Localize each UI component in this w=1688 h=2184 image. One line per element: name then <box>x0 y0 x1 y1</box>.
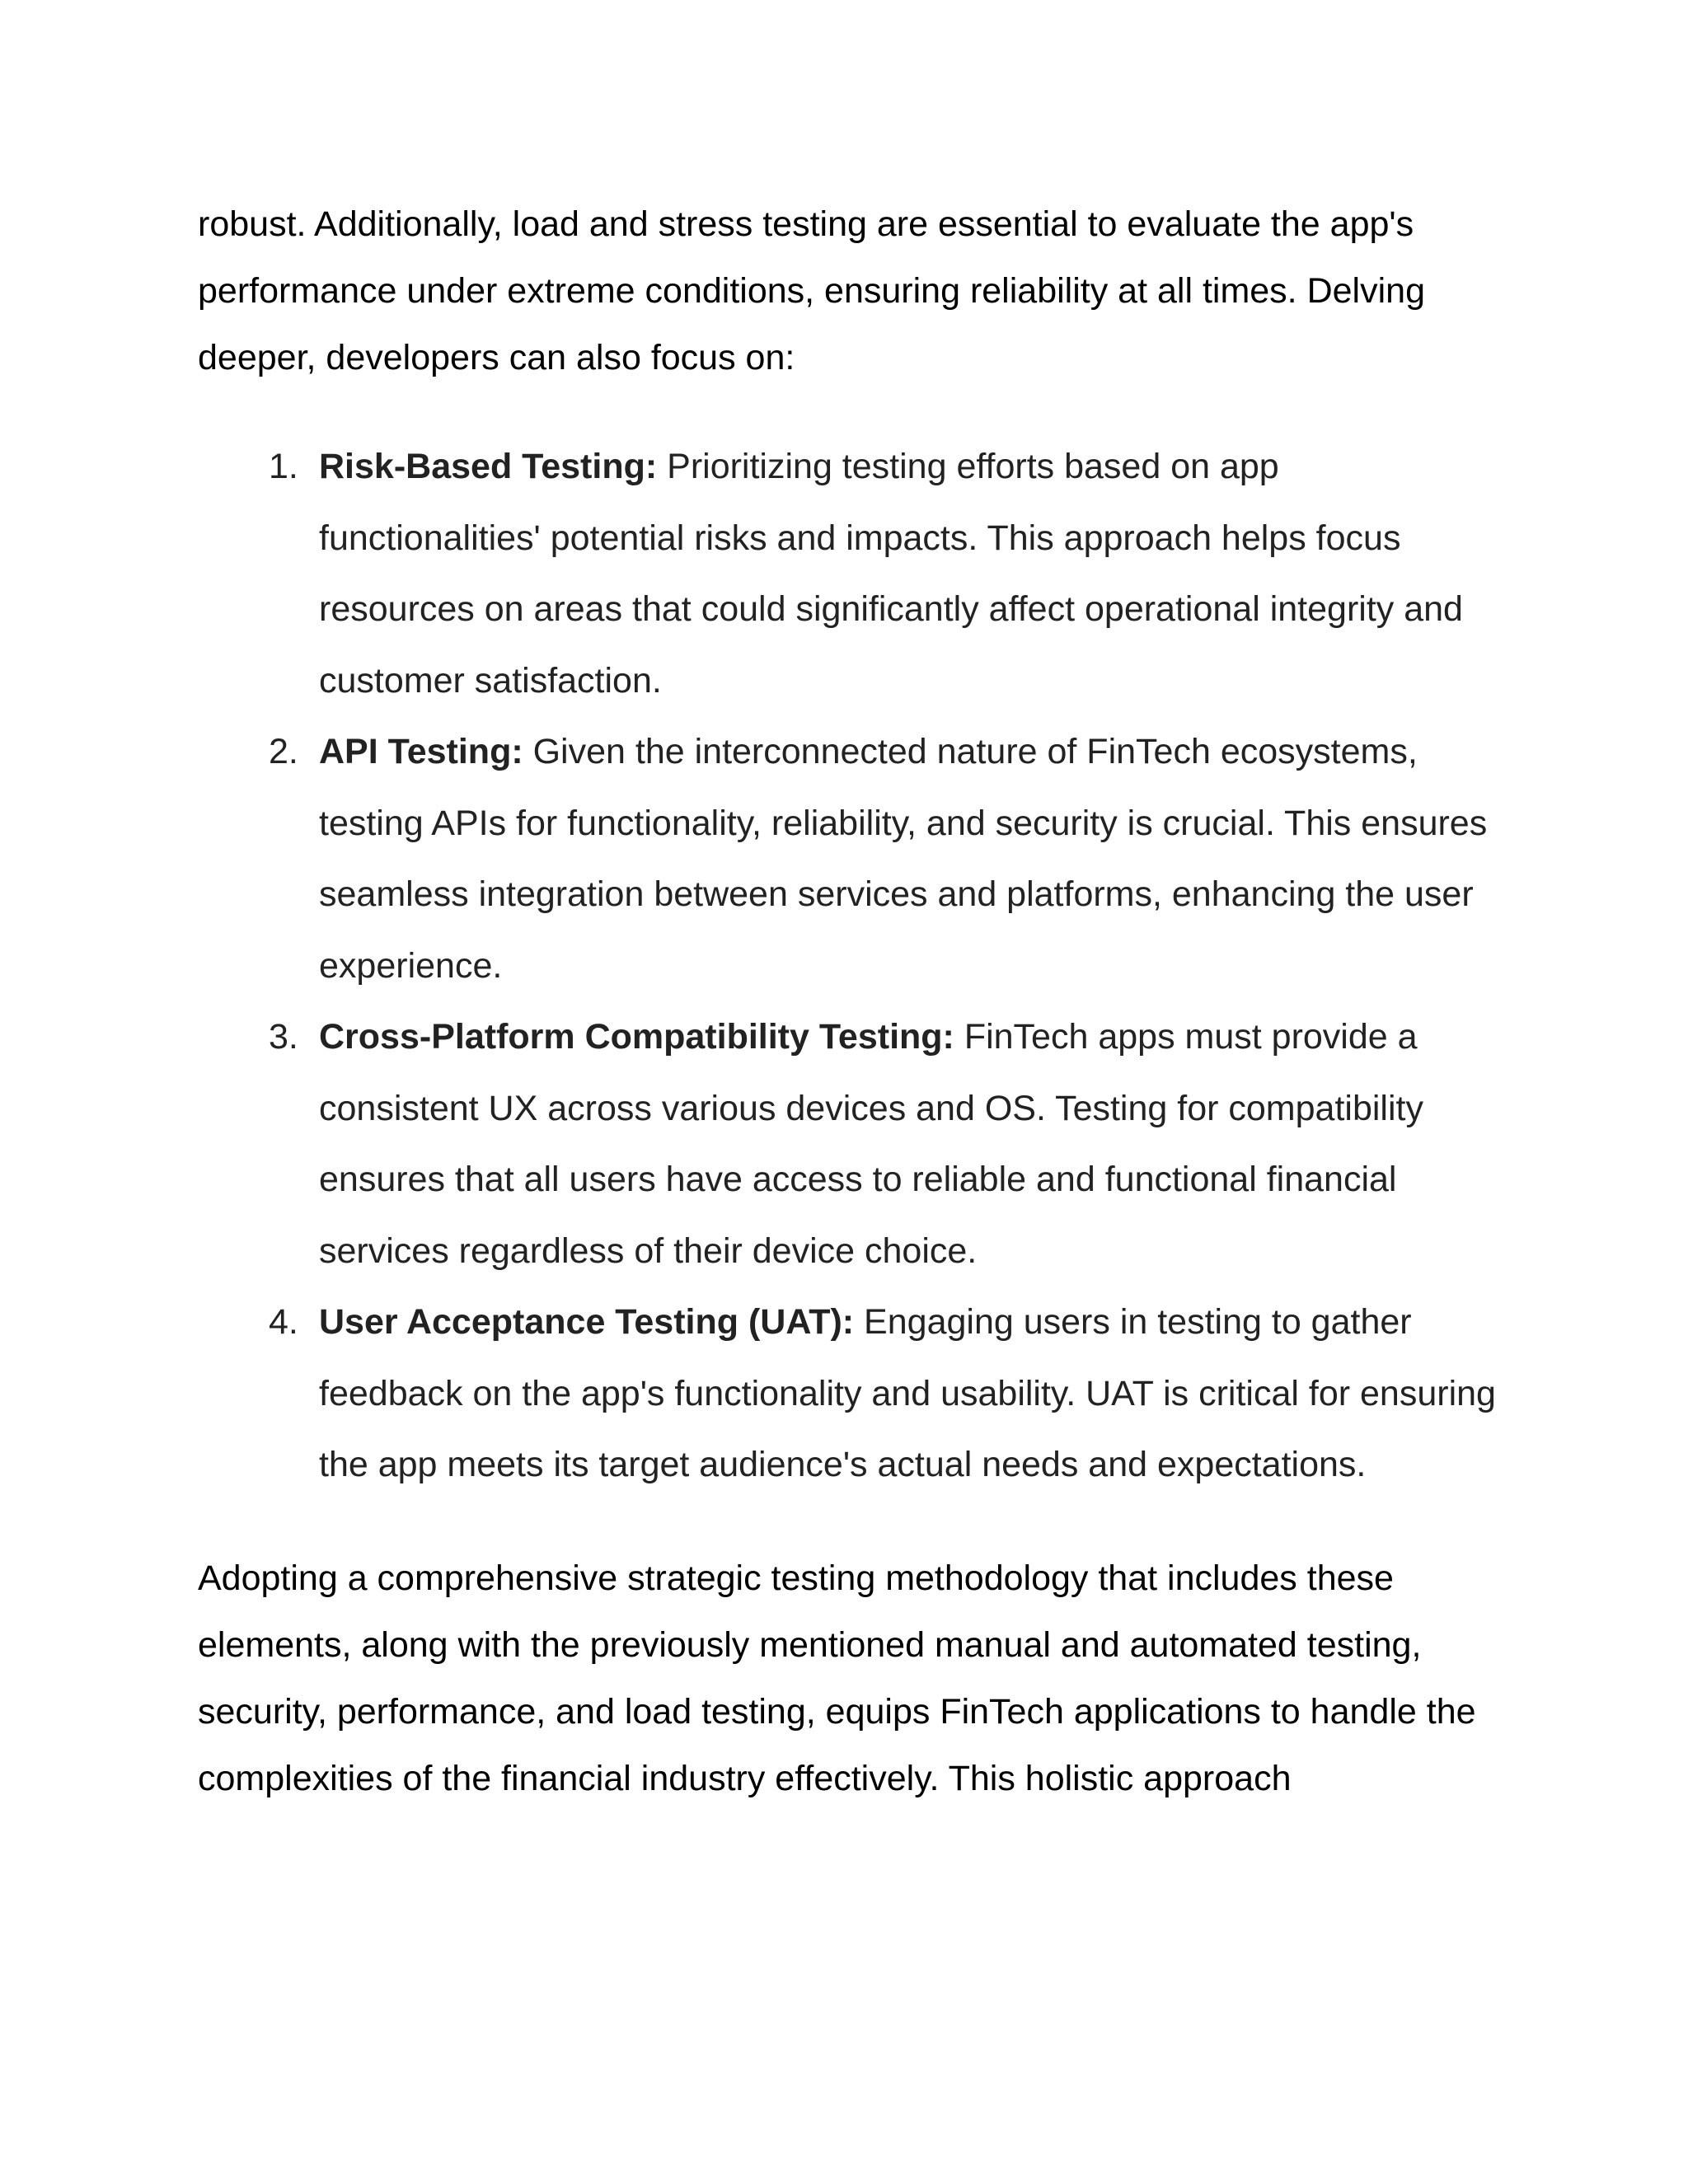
list-item-term: Cross-Platform Compatibility Testing: <box>319 1017 954 1057</box>
list-item <box>198 1286 1500 1501</box>
list-item-text: FinTech apps must provide a consistent UX across various devices and OS. Testing for compatibility ensures that all users have access to reliable and functional financial services regardless of their device choice. <box>319 1017 1423 1271</box>
list-number: 1. <box>269 447 298 486</box>
list-item-text: Engaging users in testing to gather feedback on the app's functionality and usability. UAT is critical for ensuring the app meets its target audience's actual needs and expectations. <box>319 1302 1496 1484</box>
list-number: 4. <box>269 1302 298 1342</box>
list-item <box>198 1001 1500 1286</box>
document-page <box>198 191 1500 1812</box>
list-item <box>198 716 1500 1001</box>
list-item-term: API Testing: <box>319 732 523 771</box>
list-item <box>198 431 1500 716</box>
list-item-term: Risk-Based Testing: <box>319 447 658 486</box>
intro-paragraph: robust. Additionally, load and stress testing are essential to evaluate the app's performance under extreme conditions, ensuring reliability at all times. Delving deeper, developers can also focus on: <box>198 204 1425 377</box>
list-number: 2. <box>269 732 298 771</box>
list-item-text: Given the interconnected nature of FinTech ecosystems, testing APIs for functionality, reliability, and security is crucial. This ensures seamless integration between services and platforms, enhancing the user experience. <box>319 732 1488 986</box>
list-number: 3. <box>269 1017 298 1057</box>
closing-paragraph: Adopting a comprehensive strategic testing methodology that includes these elements, along with the previously mentioned manual and automated testing, security, performance, and load testing, equips FinTech applications to handle the complexities of the financial industry effectively. This holistic approach <box>198 1558 1476 1798</box>
testing-focus-list <box>198 431 1500 1501</box>
list-item-text: Prioritizing testing efforts based on app functionalities' potential risks and impacts. This approach helps focus resources on areas that could significantly affect operational integrity and customer satisfaction. <box>319 447 1463 701</box>
list-item-term: User Acceptance Testing (UAT): <box>319 1302 855 1342</box>
